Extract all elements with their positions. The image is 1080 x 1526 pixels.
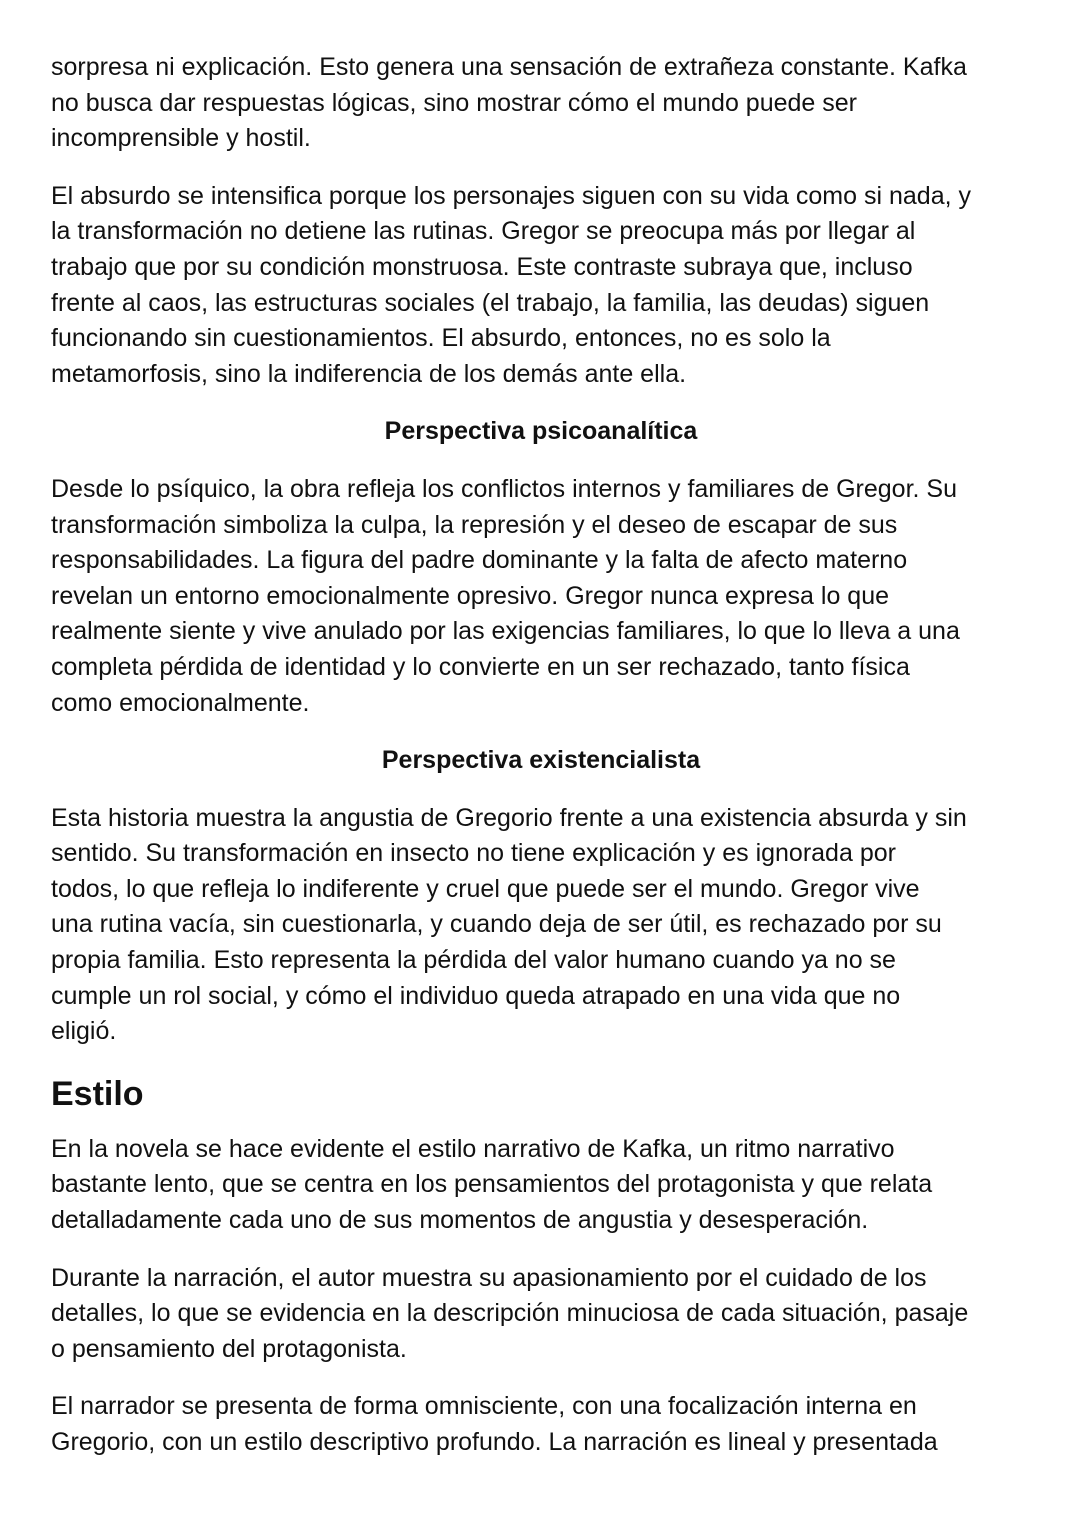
paragraph	[51, 472, 1031, 721]
text-line: Gregorio, con un estilo descriptivo profundo. La narración es lineal y presentada	[51, 1428, 938, 1456]
document-page	[51, 50, 1031, 1483]
text-line: completa pérdida de identidad y lo convierte en un ser rechazado, tanto física	[51, 652, 910, 681]
text-line: cumple un rol social, y cómo el individuo queda atrapado en una vida que no	[51, 981, 901, 1010]
text-line: o pensamiento del protagonista.	[51, 1334, 407, 1363]
text-line: Desde lo psíquico, la obra refleja los conflictos internos y familiares de Gregor. Su	[51, 474, 958, 503]
text-line: responsabilidades. La figura del padre dominante y la falta de afecto materno	[51, 546, 908, 575]
text-line: una rutina vacía, sin cuestionarla, y cuando deja de ser útil, es rechazado por su	[51, 910, 942, 939]
text-line: detalladamente cada uno de sus momentos de angustia y desesperación.	[51, 1206, 869, 1235]
paragraph	[51, 1132, 1031, 1239]
text-line: transformación simboliza la culpa, la represión y el deseo de escapar de sus	[51, 510, 898, 539]
text-line: realmente siente y vive anulado por las exigencias familiares, lo que lo lleva a una	[51, 617, 960, 646]
text-line: metamorfosis, sino la indiferencia de los demás ante ella.	[51, 359, 687, 388]
text-line: detalles, lo que se evidencia en la descripción minuciosa de cada situación, pasaje	[51, 1299, 969, 1328]
text-line: todos, lo que refleja lo indiferente y cruel que puede ser el mundo. Gregor vive	[51, 874, 920, 903]
paragraph	[51, 801, 1031, 1050]
paragraph	[51, 1389, 1031, 1460]
text-line: El narrador se presenta de forma omnisciente, con una focalización interna en	[51, 1392, 917, 1421]
text-line: En la novela se hace evidente el estilo narrativo de Kafka, un ritmo narrativo	[51, 1134, 895, 1163]
text-line: sentido. Su transformación en insecto no tiene explicación y es ignorada por	[51, 839, 896, 868]
subsection-heading: Perspectiva existencialista	[381, 746, 701, 775]
text-line: funcionando sin cuestionamientos. El absurdo, entonces, no es solo la	[51, 324, 831, 353]
text-line: propia familia. Esto representa la pérdida del valor humano cuando ya no se	[51, 946, 896, 975]
text-line: como emocionalmente.	[51, 688, 310, 717]
subsection-heading: Perspectiva psicoanalítica	[384, 417, 698, 446]
section-heading: Estilo	[51, 1074, 144, 1113]
text-line: frente al caos, las estructuras sociales (el trabajo, la familia, las deudas) siguen	[51, 288, 930, 317]
text-line: no busca dar respuestas lógicas, sino mostrar cómo el mundo puede ser	[51, 88, 857, 117]
paragraph	[51, 179, 1031, 393]
text-line: sorpresa ni explicación. Esto genera una sensación de extrañeza constante. Kafka	[51, 53, 967, 81]
text-line: Durante la narración, el autor muestra su apasionamiento por el cuidado de los	[51, 1263, 927, 1292]
paragraph	[51, 1261, 1031, 1368]
paragraph	[51, 50, 1031, 157]
text-line: bastante lento, que se centra en los pensamientos del protagonista y que relata	[51, 1170, 933, 1199]
text-line: la transformación no detiene las rutinas. Gregor se preocupa más por llegar al	[51, 217, 916, 246]
text-line: eligió.	[51, 1017, 117, 1046]
text-line: Esta historia muestra la angustia de Gregorio frente a una existencia absurda y sin	[51, 803, 967, 832]
text-line: trabajo que por su condición monstruosa. Este contraste subraya que, incluso	[51, 252, 913, 281]
text-line: El absurdo se intensifica porque los personajes siguen con su vida como si nada, y	[51, 181, 971, 210]
text-line: incomprensible y hostil.	[51, 124, 311, 153]
text-line: revelan un entorno emocionalmente opresivo. Gregor nunca expresa lo que	[51, 581, 890, 610]
